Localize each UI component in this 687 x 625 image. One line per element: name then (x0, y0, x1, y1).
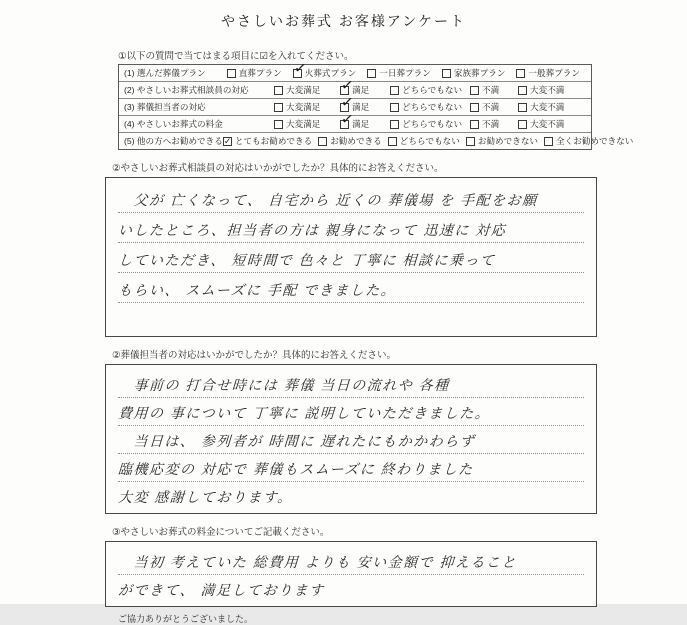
option-group (274, 101, 591, 113)
survey-row-3 (119, 99, 591, 116)
option (518, 101, 564, 113)
option (274, 101, 340, 113)
check-mark-icon: ✓ (340, 77, 354, 93)
option (223, 135, 312, 147)
checkbox[interactable] (390, 103, 399, 112)
checkbox-checked[interactable] (340, 120, 349, 129)
checkbox[interactable] (518, 103, 527, 112)
check-mark-icon: ✓ (340, 111, 354, 127)
option-label: お勧めできない (478, 135, 538, 147)
option (390, 118, 470, 130)
option-group (227, 67, 591, 79)
checkbox[interactable] (518, 120, 527, 129)
ruled-line (118, 370, 584, 398)
checklist-table (118, 64, 592, 150)
option (293, 67, 357, 79)
ruled-line (118, 273, 584, 303)
option (442, 67, 506, 79)
handwritten-text: 事前の 打合せ時には 葬儀 当日の流れや 各種 (117, 375, 450, 397)
checkbox[interactable] (442, 69, 451, 78)
survey-row-1 (119, 65, 591, 82)
handwritten-text: いしたところ、担当者の方は 親身になって 迅速に 対応 (117, 220, 506, 242)
option (340, 84, 390, 96)
checkbox[interactable] (274, 103, 283, 112)
ruled-line (118, 454, 584, 482)
option-label: 大変満足 (286, 118, 320, 130)
option-label: 大変不満 (530, 84, 564, 96)
checkbox[interactable] (367, 69, 376, 78)
option-label: どちらでもない (402, 118, 462, 130)
option (518, 118, 564, 130)
footer-thanks: ご協力ありがとうございました。 (118, 612, 687, 625)
option-label: とてもお勧めできる (235, 135, 312, 147)
checkbox[interactable] (274, 120, 283, 129)
option-label: 満足 (352, 84, 369, 96)
option-label: 家族葬プラン (454, 67, 506, 79)
checkbox-checked[interactable] (340, 86, 349, 95)
ruled-line (118, 482, 584, 509)
ruled-line (118, 426, 584, 454)
checkbox[interactable] (390, 86, 399, 95)
question-label: (1) 選んだ葬儀プラン (119, 67, 227, 79)
checkbox[interactable] (516, 69, 525, 78)
handwritten-text: 費用の 事について 丁寧に 説明していただきました。 (117, 403, 491, 425)
checkbox[interactable] (318, 137, 327, 146)
option (470, 101, 518, 113)
handwritten-text: していただき、 短時間で 色々と 丁寧に 相談に乗って (117, 250, 496, 272)
ruled-line (118, 575, 584, 602)
option (390, 84, 470, 96)
option-label: 不満 (482, 101, 499, 113)
handwritten-text: もらい、 スムーズに 手配 できました。 (117, 280, 396, 302)
handwritten-text: 当日は、 参列者が 時間に 遅れたにもかかわらず (117, 431, 475, 453)
option-label: 直葬プラン (239, 67, 282, 79)
handwritten-text: 臨機応変の 対応で 葬儀もスムーズに 終わりました (117, 459, 474, 481)
free-text-sections (0, 160, 687, 607)
checkbox[interactable] (470, 120, 479, 129)
section-label-1: ②やさしいお葬式相談員の対応はいかがでしたか？具体的にお答えください。 (112, 160, 687, 174)
survey-row-2 (119, 82, 591, 99)
checkbox[interactable] (518, 86, 527, 95)
section-label-2: ②葬儀担当者の対応はいかがでしたか？具体的にお答えください。 (112, 347, 687, 361)
option-label: 大変満足 (286, 101, 320, 113)
question-label: (2) やさしいお葬式相談員の対応 (119, 84, 274, 96)
checkbox[interactable] (274, 86, 283, 95)
ruled-line (118, 303, 584, 332)
ruled-line (118, 183, 584, 213)
option (518, 84, 564, 96)
option-label: 大変満足 (286, 84, 320, 96)
option (470, 118, 518, 130)
option-label: 不満 (482, 84, 499, 96)
option (390, 101, 470, 113)
check-mark-icon: ✓ (224, 137, 232, 146)
free-text-box-3 (105, 541, 597, 607)
option-label: どちらでもない (400, 135, 460, 147)
checkbox[interactable] (390, 120, 399, 129)
survey-row-4 (119, 116, 591, 133)
option (318, 135, 382, 147)
option-label: 大変不満 (530, 118, 564, 130)
free-text-box-2 (105, 364, 597, 514)
option-label: 一日葬プラン (379, 67, 431, 79)
checkbox-checked[interactable] (223, 137, 232, 146)
question-label: (4) やさしいお葬式の料金 (119, 118, 274, 130)
checkbox[interactable] (466, 137, 475, 146)
checklist-instruction: ①以下の質問で当てはまる項目に☑を入れてください。 (118, 48, 687, 62)
option (274, 84, 340, 96)
ruled-line (118, 213, 584, 243)
option (340, 101, 390, 113)
check-mark-icon: ✓ (293, 60, 307, 76)
option (227, 67, 282, 79)
section-label-3: ③やさしいお葬式の料金についてご記載ください。 (112, 524, 687, 538)
option-label: お勧めできる (330, 135, 382, 147)
option-group (274, 118, 591, 130)
survey-row-5 (119, 133, 591, 149)
handwritten-text: 大変 感謝しております。 (117, 487, 293, 509)
checkbox[interactable] (388, 137, 397, 146)
checkbox-checked[interactable] (293, 69, 302, 78)
option-label: 全くお勧めできない (556, 135, 633, 147)
free-text-box-1 (105, 177, 597, 337)
checkbox[interactable] (470, 86, 479, 95)
option-label: 一般葬プラン (528, 67, 580, 79)
handwritten-text: ができて、 満足しております (117, 580, 325, 602)
handwritten-text: 父が 亡くなって、 自宅から 近くの 葬儀場 を 手配をお願 (117, 190, 538, 212)
option-label: 満足 (352, 101, 369, 113)
option (367, 67, 431, 79)
ruled-line (118, 243, 584, 273)
option-group (274, 84, 591, 96)
option (274, 118, 340, 130)
option (470, 84, 518, 96)
ruled-line (118, 547, 584, 575)
option-label: 大変不満 (530, 101, 564, 113)
option (466, 135, 538, 147)
checkbox[interactable] (227, 69, 236, 78)
question-label: (3) 葬儀担当者の対応 (119, 101, 274, 113)
checkbox-checked[interactable] (340, 103, 349, 112)
page-title: やさしいお葬式 お客様アンケート (0, 0, 687, 31)
option-label: どちらでもない (402, 101, 462, 113)
option-label: 不満 (482, 118, 499, 130)
question-label: (5) 他の方へお勧めできる (119, 135, 223, 147)
option (388, 135, 460, 147)
option (544, 135, 633, 147)
check-mark-icon: ✓ (340, 94, 354, 110)
option (340, 118, 390, 130)
option (516, 67, 580, 79)
handwritten-text: 当初 考えていた 総費用 よりも 安い金額で 抑えること (117, 552, 517, 574)
option-label: どちらでもない (402, 84, 462, 96)
option-group (223, 135, 640, 147)
option-label: 満足 (352, 118, 369, 130)
option-label: 火葬式プラン (305, 67, 357, 79)
checkbox[interactable] (470, 103, 479, 112)
checkbox[interactable] (544, 137, 553, 146)
ruled-line (118, 398, 584, 426)
